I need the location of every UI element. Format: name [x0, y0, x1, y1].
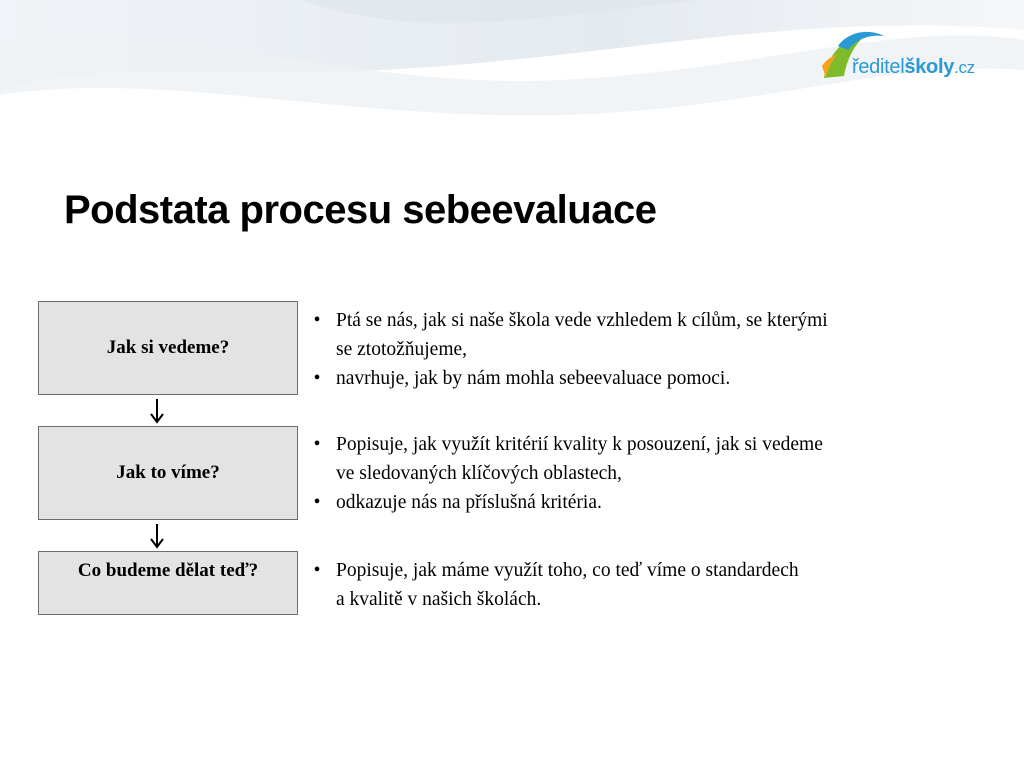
logo-text-reditel: ředitel	[852, 56, 905, 78]
bullet-line: Popisuje, jak využít kritérií kvality k posouzení, jak si vedeme	[336, 434, 823, 455]
step-box-jak-si-vedeme	[38, 301, 298, 395]
bullet-dot: •	[313, 560, 321, 581]
logo-text-cz: .cz	[954, 58, 975, 77]
bullet-item	[308, 364, 828, 393]
step-label: Co budeme dělat teď?	[77, 560, 259, 581]
bullet-line: odkazuje nás na příslušná kritéria.	[336, 492, 602, 513]
bullet-line: ve sledovaných klíčových oblastech,	[336, 463, 622, 484]
bullet-dot: •	[313, 368, 321, 389]
bullet-dot: •	[313, 434, 321, 455]
down-arrow-icon	[146, 397, 168, 425]
logo-text-skoly: školy	[904, 56, 955, 78]
bullet-dot: •	[313, 310, 321, 331]
step-3-bullets	[308, 556, 799, 614]
step-label: Jak to víme?	[116, 462, 220, 483]
bullet-line: Popisuje, jak máme využít toho, co teď víme o standardech	[336, 560, 799, 581]
step-2-bullets	[308, 430, 823, 517]
down-arrow-icon	[146, 522, 168, 550]
step-1-bullets	[308, 306, 828, 393]
step-box-co-budeme-delat	[38, 551, 298, 615]
bullet-line: navrhuje, jak by nám mohla sebeevaluace pomoci.	[336, 368, 731, 389]
bullet-item	[308, 430, 823, 488]
page-title: Podstata procesu sebeevaluace	[64, 188, 657, 232]
bullet-line: Ptá se nás, jak si naše škola vede vzhledem k cílům, se kterými	[336, 310, 828, 331]
bullet-item	[308, 306, 828, 364]
bullet-line: a kvalitě v našich školách.	[336, 589, 542, 610]
bullet-dot: •	[313, 492, 321, 513]
step-label: Jak si vedeme?	[106, 337, 230, 358]
bullet-item	[308, 488, 823, 517]
logo-wordmark	[852, 56, 975, 79]
bullet-item	[308, 556, 799, 614]
bullet-line: se ztotožňujeme,	[336, 339, 468, 360]
step-box-jak-to-vime	[38, 426, 298, 520]
